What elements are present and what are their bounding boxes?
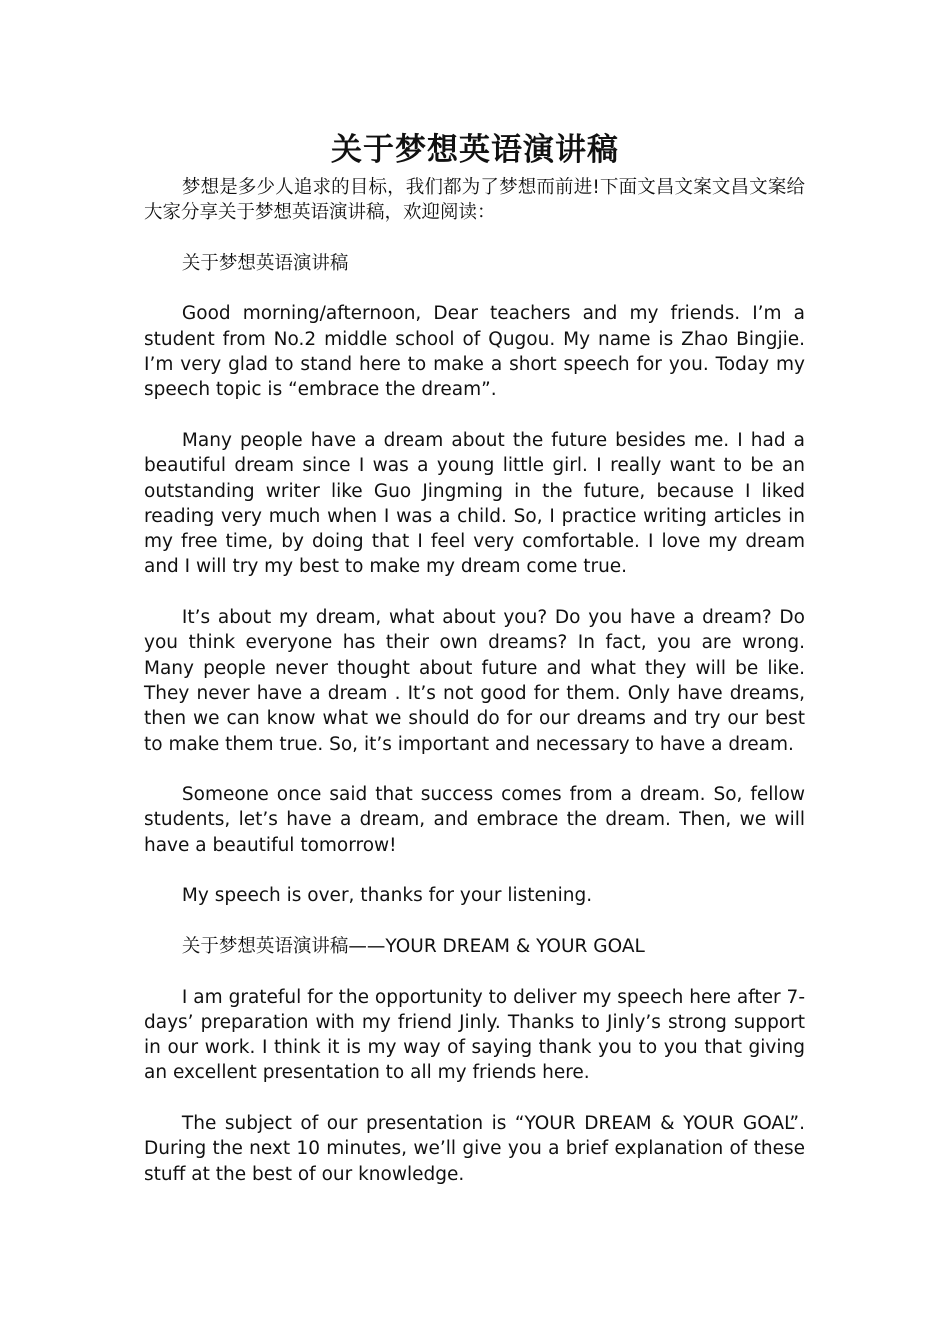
speech-paragraph-subject: The subject of our presentation is “YOUR DREAM & YOUR GOAL”. During the next 10 minutes, we’ll give you a brief explanation of these stuff at the best of our knowledge.: [144, 1112, 805, 1185]
speech-paragraph-grateful: I am grateful for the opportunity to deliver my speech here after 7-days’ preparation with my friend Jinly. Thanks to Jinly’s strong support in our work. I think it is my way of saying thank you to you that giving an excellent presentation to all my friends here.: [144, 986, 805, 1084]
document-body: [144, 175, 805, 1212]
section-heading: 关于梦想英语演讲稿: [181, 252, 349, 274]
speech-paragraph-dream: Many people have a dream about the future besides me. I had a beautiful dream since I was a young little girl. I really want to be an outstanding writer like Guo Jingming in the future, because I liked reading very much when I was a child. So, I practice writing articles in my free time, by doing that I feel very comfortable. I love my dream and I will try my best to make my dream come true.: [144, 429, 805, 578]
section-heading-second: 关于梦想英语演讲稿——YOUR DREAM & YOUR GOAL: [181, 935, 645, 957]
speech-paragraph-closing: My speech is over, thanks for your listening.: [181, 885, 593, 907]
intro-paragraph: 梦想是多少人追求的目标，我们都为了梦想而前进!下面文昌文案文昌文案给大家分享关于梦想英语演讲稿，欢迎阅读：: [144, 177, 805, 224]
speech-paragraph-question: It’s about my dream, what about you? Do you have a dream? Do you think everyone has their own dreams? In fact, you are wrong. Many people never thought about future and what they will be like. They never have a dream . It’s not good for them. Only have dreams, then we can know what we should do for our dreams and try our best to make them true. So, it’s important and necessary to have a dream.: [144, 607, 805, 755]
speech-paragraph-greeting: Good morning/afternoon, Dear teachers and my friends. I’m a student from No.2 middle school of Qugou. My name is Zhao Bingjie. I’m very glad to stand here to make a short speech for you. Today my speech topic is “embrace the dream”.: [144, 303, 805, 401]
document-title: 关于梦想英语演讲稿: [331, 132, 619, 168]
speech-paragraph-success: Someone once said that success comes from a dream. So, fellow students, let’s have a dream, and embrace the dream. Then, we will have a beautiful tomorrow!: [144, 784, 805, 856]
